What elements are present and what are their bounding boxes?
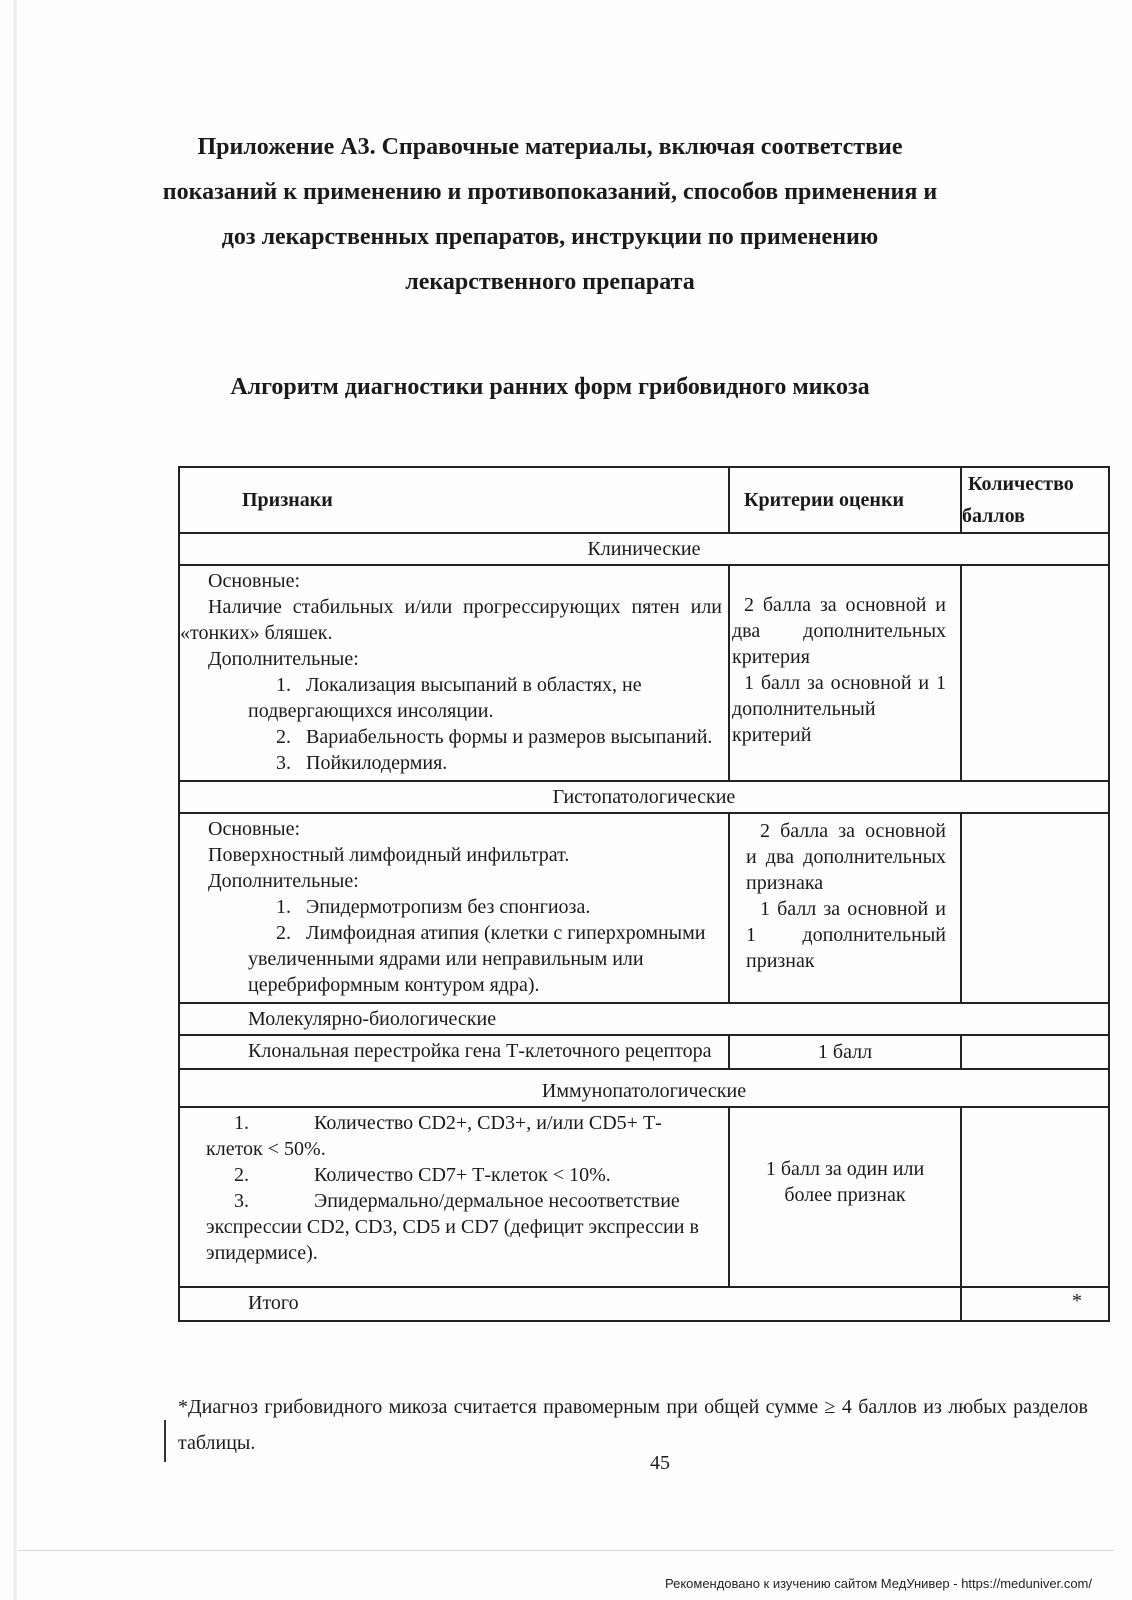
list-item (206, 1162, 706, 1188)
list-item (180, 672, 722, 724)
title-line: доз лекарственных препаратов, инструкции по применению (221, 224, 879, 250)
watermark-link[interactable]: Рекомендовано к изучению сайтом МедУнивер - https://meduniver.com/ (664, 1576, 1092, 1591)
table-row (179, 1107, 1109, 1287)
item-number: 2. (234, 1164, 249, 1186)
item-number: 1. (234, 1112, 249, 1134)
item-text: Вариабельность формы и размеров высыпаний. (306, 726, 713, 748)
main-text: Наличие стабильных и/или прогрессирующих пятен или «тонких» бляшек. (180, 596, 722, 644)
molecular-signs-cell: Клональная перестройка гена Т-клеточного рецептора (179, 1035, 729, 1069)
item-number: 3. (276, 752, 291, 774)
header-score-line1: Количество (968, 473, 1074, 495)
item-number: 2. (276, 922, 291, 944)
title-line: показаний к применению и противопоказаний, способов применения и (162, 179, 938, 205)
scan-page-edge (14, 0, 17, 1600)
list-item (206, 1110, 706, 1162)
list-item (208, 920, 722, 998)
list-item (208, 894, 722, 920)
histo-criteria-cell (729, 813, 961, 1003)
page-number: 45 (650, 1452, 670, 1474)
section-immuno: Иммунопатологические (179, 1069, 1109, 1107)
criteria-text: 1 балл за основной и 1 дополнительный признак (746, 898, 946, 972)
margin-mark (164, 1420, 166, 1462)
item-text: Лимфоидная атипия (клетки с гиперхромными увеличенными ядрами или неправильным или церебриформным контуром ядра). (248, 922, 706, 996)
section-clinical: Клинические (179, 533, 1109, 565)
table-row (179, 565, 1109, 781)
item-text: Количество CD2+, CD3+, и/или CD5+ Т-клеток < 50%. (206, 1112, 662, 1160)
criteria-text: 2 балла за основной и два дополнительных признака (746, 820, 946, 894)
table-title: Алгоритм диагностики ранних форм грибовидного микоза (230, 374, 870, 400)
item-number: 1. (276, 896, 291, 918)
item-number: 1. (276, 674, 291, 696)
immuno-signs-cell (179, 1107, 729, 1287)
list-item (180, 750, 722, 776)
immuno-score-cell (961, 1107, 1109, 1287)
section-row (179, 533, 1109, 565)
item-number: 2. (276, 726, 291, 748)
header-row (179, 467, 1109, 533)
section-histo: Гистопатологические (179, 781, 1109, 813)
additional-label: Дополнительные: (208, 648, 359, 670)
main-label: Основные: (208, 570, 301, 592)
section-row (179, 781, 1109, 813)
histo-signs-cell (179, 813, 729, 1003)
section-molecular: Молекулярно-биологические (179, 1003, 1109, 1035)
main-label: Основные: (208, 818, 301, 840)
clinical-score-cell (961, 565, 1109, 781)
molecular-score-cell (961, 1035, 1109, 1069)
clinical-signs-cell (179, 565, 729, 781)
total-row (179, 1287, 1109, 1321)
header-score (961, 467, 1109, 533)
immuno-criteria-cell: 1 балл за один или более признак (729, 1107, 961, 1287)
molecular-criteria-cell: 1 балл (729, 1035, 961, 1069)
section-row (179, 1003, 1109, 1035)
list-item (206, 1188, 706, 1266)
histo-score-cell (961, 813, 1109, 1003)
item-text: Локализация высыпаний в областях, не подвергающихся инсоляции. (248, 674, 642, 722)
footnote: *Диагноз грибовидного микоза считается правомерным при общей сумме ≥ 4 баллов из любых разделов таблицы. (178, 1396, 1088, 1454)
item-text: Эпидермотропизм без спонгиоза. (306, 896, 591, 918)
criteria-text: 1 балл за основной и 1 дополнительный критерий (732, 672, 946, 746)
table-row (179, 813, 1109, 1003)
item-text: Количество CD7+ Т-клеток < 10%. (314, 1164, 611, 1186)
scan-bottom-edge (18, 1550, 1114, 1551)
diagnostic-algorithm-table (178, 466, 1110, 1322)
list-item (180, 724, 722, 750)
item-number: 3. (234, 1190, 249, 1212)
main-text: Поверхностный лимфоидный инфильтрат. (208, 844, 570, 866)
document-title (160, 125, 940, 305)
header-score-line2: баллов (962, 505, 1025, 527)
item-text: Эпидермально/дермальное несоответствие экспрессии CD2, CD3, CD5 и CD7 (дефицит экспрессии в эпидермисе). (206, 1190, 699, 1264)
clinical-criteria-cell (729, 565, 961, 781)
total-value: * (961, 1287, 1109, 1321)
header-signs: Признаки (179, 467, 729, 533)
item-text: Пойкилодермия. (306, 752, 448, 774)
title-line: Приложение А3. Справочные материалы, включая соответствие (197, 134, 903, 160)
additional-label: Дополнительные: (208, 870, 359, 892)
section-row (179, 1069, 1109, 1107)
table-row (179, 1035, 1109, 1069)
criteria-text: 2 балла за основной и два дополнительных критерия (732, 594, 946, 668)
title-line: лекарственного препарата (405, 269, 695, 295)
header-criteria: Критерии оценки (729, 467, 961, 533)
total-label: Итого (179, 1287, 961, 1321)
